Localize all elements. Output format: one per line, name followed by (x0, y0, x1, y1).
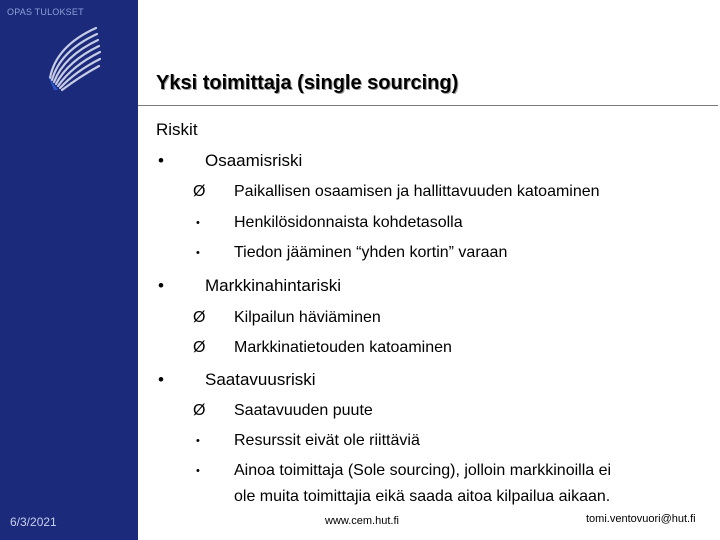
sub-bullet-text: Ainoa toimittaja (Sole sourcing), jolloin markkinoilla ei (234, 462, 612, 479)
bullet-label: Osaamisriski (205, 151, 303, 170)
footer-url: www.cem.hut.fi (325, 515, 399, 527)
arrow-marker: Ø (193, 402, 206, 419)
sub-bullet-text: Henkilösidonnaista kohdetasolla (234, 214, 463, 231)
sub-bullet-text: Paikallisen osaamisen ja hallittavuuden katoaminen (234, 183, 600, 200)
logo-icon (42, 24, 102, 92)
arrow-marker: Ø (193, 309, 206, 326)
bullet-label: Saatavuusriski (205, 370, 316, 389)
bullet-marker: • (158, 276, 164, 295)
section-heading: Riskit (156, 120, 198, 139)
dot-marker: • (196, 247, 200, 259)
sub-bullet-text: Resurssit eivät ole riittäviä (234, 432, 420, 449)
bullet-marker: • (158, 151, 164, 170)
slide-title: Yksi toimittaja (single sourcing) (156, 72, 459, 94)
dot-marker: • (196, 435, 200, 447)
dot-marker: • (196, 217, 200, 229)
brand-label: OPAS TULOKSET (7, 7, 84, 17)
bullet-label: Markkinahintariski (205, 276, 342, 295)
arrow-marker: Ø (193, 183, 206, 200)
sub-bullet-text: Saatavuuden puute (234, 402, 373, 419)
sub-bullet-text: Tiedon jääminen “yhden kortin” varaan (234, 244, 508, 261)
sub-bullet-text: Kilpailun häviäminen (234, 309, 381, 326)
title-divider (138, 105, 718, 106)
dot-marker: • (196, 465, 200, 477)
footer-email: tomi.ventovuori@hut.fi (586, 513, 696, 525)
arrow-marker: Ø (193, 339, 206, 356)
sidebar-panel (0, 0, 138, 540)
footer-date: 6/3/2021 (10, 515, 57, 529)
sub-bullet-text: Markkinatietouden katoaminen (234, 339, 452, 356)
sub-bullet-text: ole muita toimittajia eikä saada aitoa kilpailua aikaan. (234, 488, 611, 505)
bullet-marker: • (158, 370, 164, 389)
